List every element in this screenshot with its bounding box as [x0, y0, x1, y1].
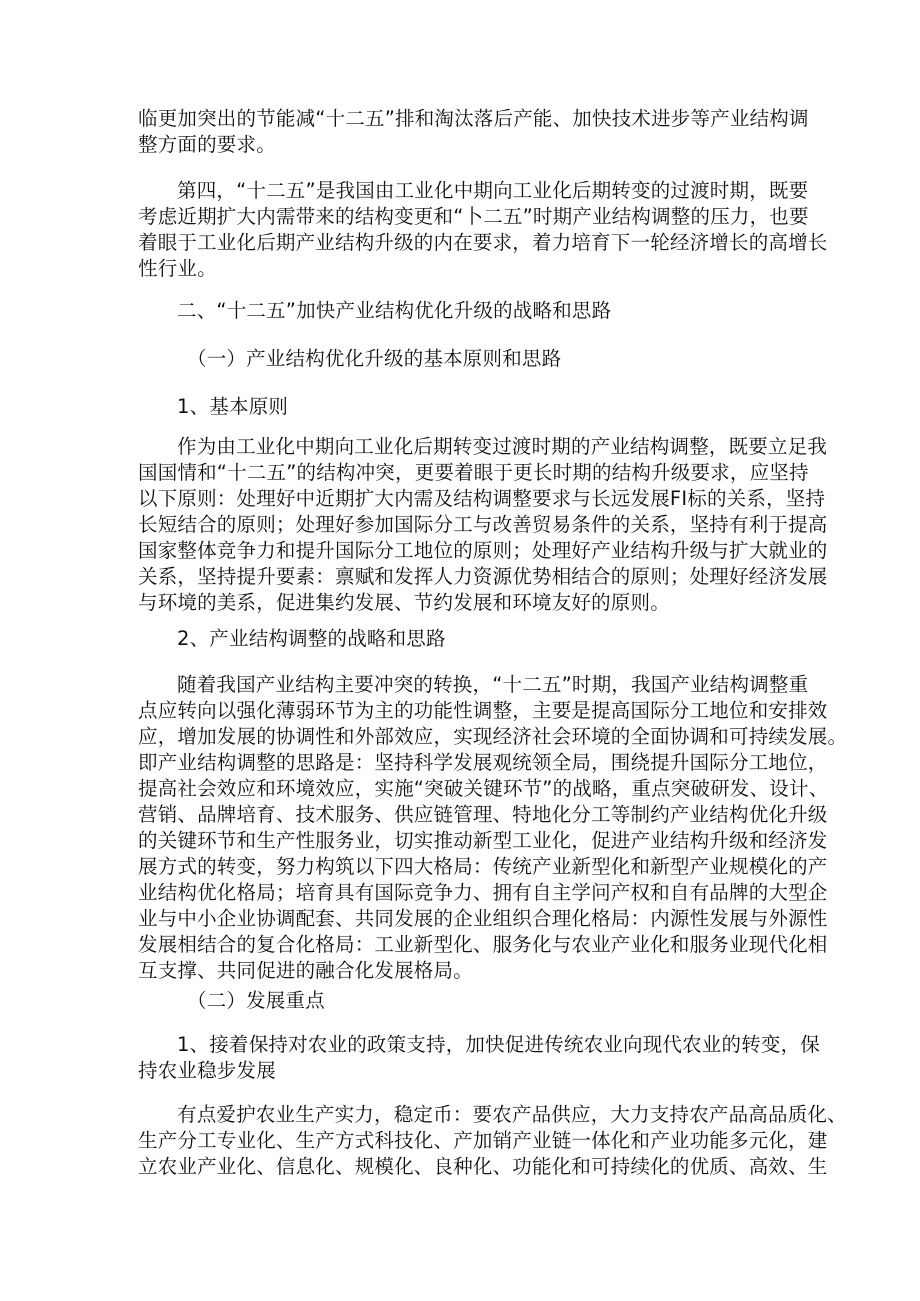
paragraph-line: 展方式的转变，努力构筑以下四大格局：传统产业新型化和新型产业规模化的产 [138, 855, 828, 878]
paragraph-line: 业与中小企业协调配套、共同发展的企业组织合理化格局：内源性发展与外源性 [138, 907, 828, 930]
paragraph-line: 点应转向以强化薄弱环节为主的功能性调整，主要是提高国际分工地位和安排效 [138, 699, 828, 722]
paragraph-line: 业结构优化格局；培育具有国际竞争力、拥有自主学问产权和自有品牌的大型企 [138, 881, 828, 904]
section-heading: 二、“十二五”加快产业结构优化升级的战略和思路 [177, 299, 612, 322]
paragraph-line: 提高社会效应和环境效应，实施“突破关键环节”的战略，重点突破研发、设计、 [138, 777, 829, 800]
paragraph-line: 作为由工业化中期向工业化后期转变过渡时期的产业结构调整，既要立足我 [177, 435, 828, 458]
paragraph-continuation [138, 106, 809, 158]
paragraph-line: 整方面的要求。 [138, 133, 276, 156]
item-heading-agriculture [138, 1032, 821, 1084]
paragraph-line: 立农业产业化、信息化、规模化、良种化、功能化和可持续化的优质、高效、生 [138, 1155, 828, 1178]
paragraph-line: 临更加突出的节能减“十二五”排和淘汰落后产能、加快技术进步等产业结构调 [138, 107, 809, 130]
paragraph-line: 以下原则：处理好中近期扩大内需及结构调整要求与长远发展FI标的关系，坚持 [138, 487, 826, 510]
paragraph-line: 应，增加发展的协调性和外部效应，实现经济社会环境的全面协调和可持续发展。 [138, 725, 848, 748]
paragraph-principles [138, 434, 828, 616]
paragraph-line: 生产分工专业化、生产方式科技化、产加销产业链一体化和产业功能多元化，建 [138, 1129, 828, 1152]
paragraph-line: 互支撑、共同促进的融合化发展格局。 [138, 959, 473, 982]
paragraph-line: 营销、品牌培育、技术服务、供应链管理、特地化分工等制约产业结构优化升级 [138, 803, 828, 826]
item-heading-basic-principles: 1、基本原则 [177, 395, 289, 418]
paragraph-line: 发展相结合的复合化格局：工业新型化、服务化与农业产业化和服务业现代化相 [138, 933, 828, 956]
paragraph-line: 国国情和“十二五”的结构冲突，更要着眼于更长时期的结构升级要求，应坚持 [138, 461, 809, 484]
paragraph-strategy [138, 672, 848, 984]
paragraph-agriculture [138, 1102, 847, 1180]
paragraph-line: 随着我国产业结构主要冲突的转换，“十二五”时期，我国产业结构调整重 [177, 673, 809, 696]
subsection-heading: （一）产业结构优化升级的基本原则和思路 [187, 347, 562, 370]
paragraph-line: 着眼于工业化后期产业结构升级的内在要求，着力培育下一轮经济增长的高增长 [138, 231, 828, 254]
paragraph-line: 性行业。 [138, 257, 217, 280]
paragraph-line: 长短结合的原则；处理好参加国际分工与改善贸易条件的关系，坚持有利于提高 [138, 513, 828, 536]
subsection-heading: （二）发展重点 [187, 989, 325, 1012]
paragraph-fourth [138, 178, 828, 282]
paragraph-line: 第四，“十二五”是我国由工业化中期向工业化后期转变的过渡时期，既要 [177, 179, 809, 202]
paragraph-line: 有点爱护农业生产实力，稳定币：要农产品供应，大力支持农产品高品质化、 [177, 1103, 847, 1126]
heading-line: 1、接着保持对农业的政策支持，加快促进传统农业向现代农业的转变，保 [177, 1033, 821, 1056]
paragraph-line: 即产业结构调整的思路是：坚持科学发展观统领全局，围绕提升国际分工地位， [138, 751, 828, 774]
item-heading-strategy: 2、产业结构调整的战略和思路 [177, 627, 446, 650]
paragraph-line: 国家整体竞争力和提升国际分工地位的原则；处理好产业结构升级与扩大就业的 [138, 539, 828, 562]
paragraph-line: 关系，坚持提升要素：禀赋和发挥人力资源优势相结合的原则；处理好经济发展 [138, 565, 828, 588]
heading-line: 持农业稳步发展 [138, 1059, 276, 1082]
paragraph-line: 与环境的美系，促进集约发展、节约发展和环境友好的原则。 [138, 591, 670, 614]
paragraph-line: 的关键环节和生产性服务业，切实推动新型工业化，促进产业结构升级和经济发 [138, 829, 828, 852]
paragraph-line: 考虑近期扩大内需带来的结构变更和“卜二五”时期产业结构调整的压力，也要 [138, 205, 809, 228]
